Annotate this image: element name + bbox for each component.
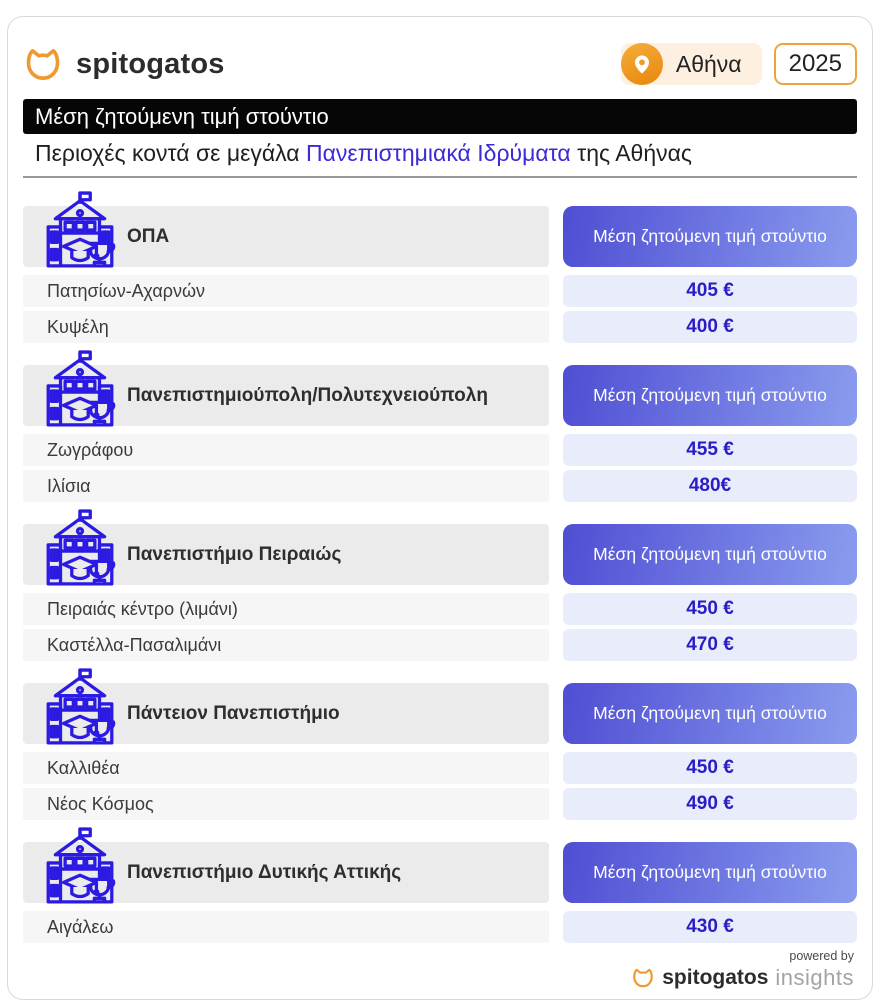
table-row [23, 434, 857, 466]
area-name-cell: Ζωγράφου [23, 434, 549, 466]
table-row [23, 629, 857, 661]
price-cell: 480€ [563, 470, 857, 502]
section-dytikis-attikis [23, 842, 857, 943]
price-column-label: Μέση ζητούμενη τιμή στούντιο [593, 544, 827, 564]
price-cell: 450 € [563, 593, 857, 625]
price-cell: 430 € [563, 911, 857, 943]
page-title: Μέση ζητούμενη τιμή στούντιο [35, 103, 329, 129]
infographic-card [7, 16, 873, 1000]
university-header [23, 842, 549, 903]
price-column-header [563, 365, 857, 426]
table-row [23, 788, 857, 820]
location-label: Αθήνα [675, 50, 742, 77]
section-opa [23, 206, 857, 343]
brand-name: spitogatos [76, 47, 225, 80]
area-name-cell: Πατησίων-Αχαρνών [23, 275, 549, 307]
subtitle-highlight: Πανεπιστημιακά Ιδρύματα [305, 140, 571, 166]
section-peiraios [23, 524, 857, 661]
spitogatos-logo [23, 46, 225, 83]
university-icon [43, 667, 117, 747]
university-name: ΟΠΑ [127, 225, 170, 247]
price-column-label: Μέση ζητούμενη τιμή στούντιο [593, 385, 827, 405]
area-name-cell: Νέος Κόσμος [23, 788, 549, 820]
university-name: Πανεπιστήμιο Δυτικής Αττικής [127, 861, 402, 883]
university-icon [43, 508, 117, 588]
price-column-label: Μέση ζητούμενη τιμή στούντιο [593, 226, 827, 246]
price-column-header [563, 683, 857, 744]
university-icon [43, 349, 117, 429]
title-bar [23, 99, 857, 134]
university-icon [43, 826, 117, 906]
subtitle-prefix: Περιοχές κοντά σε μεγάλα [35, 140, 306, 166]
footer-insights-label: insights [775, 965, 854, 990]
university-header [23, 683, 549, 744]
price-column-header [563, 206, 857, 267]
price-column-header [563, 524, 857, 585]
area-name-cell: Καλλιθέα [23, 752, 549, 784]
area-name-cell: Καστέλλα-Πασαλιμάνι [23, 629, 549, 661]
university-header [23, 206, 549, 267]
top-bar [23, 41, 857, 87]
footer-brand-name: spitogatos [662, 966, 769, 989]
price-cell: 455 € [563, 434, 857, 466]
section-panteion [23, 683, 857, 820]
price-cell: 450 € [563, 752, 857, 784]
university-header [23, 365, 549, 426]
page-subtitle [23, 138, 857, 168]
price-column-label: Μέση ζητούμενη τιμή στούντιο [593, 703, 827, 723]
table-row [23, 593, 857, 625]
cat-logo-icon [631, 967, 655, 989]
location-pin-icon [621, 43, 663, 85]
price-cell: 490 € [563, 788, 857, 820]
subtitle-suffix: της Αθήνας [570, 140, 692, 166]
section-panepistimioupoli [23, 365, 857, 502]
table-row [23, 470, 857, 502]
university-icon [43, 190, 117, 270]
location-badge [621, 43, 762, 85]
year-label: 2025 [788, 50, 842, 77]
cat-logo-icon [23, 46, 63, 83]
table-row [23, 275, 857, 307]
top-right-badges [621, 43, 857, 85]
area-name-cell: Κυψέλη [23, 311, 549, 343]
area-name-cell: Πειραιάς κέντρο (λιμάνι) [23, 593, 549, 625]
price-column-header [563, 842, 857, 903]
area-name-cell: Αιγάλεω [23, 911, 549, 943]
footer [631, 949, 854, 991]
price-cell: 405 € [563, 275, 857, 307]
price-column-label: Μέση ζητούμενη τιμή στούντιο [593, 862, 827, 882]
price-cell: 470 € [563, 629, 857, 661]
table-row [23, 752, 857, 784]
table-row [23, 911, 857, 943]
table-row [23, 311, 857, 343]
price-cell: 400 € [563, 311, 857, 343]
insights-logo [631, 965, 854, 991]
powered-by-label: powered by [789, 949, 854, 963]
university-header [23, 524, 549, 585]
university-name: Πανεπιστήμιο Πειραιώς [127, 543, 342, 565]
university-name: Πάντειον Πανεπιστήμιο [127, 702, 340, 724]
subtitle-divider [23, 176, 857, 178]
university-name: Πανεπιστημιούπολη/Πολυτεχνειούπολη [127, 384, 488, 406]
year-badge [774, 43, 857, 85]
area-name-cell: Ιλίσια [23, 470, 549, 502]
